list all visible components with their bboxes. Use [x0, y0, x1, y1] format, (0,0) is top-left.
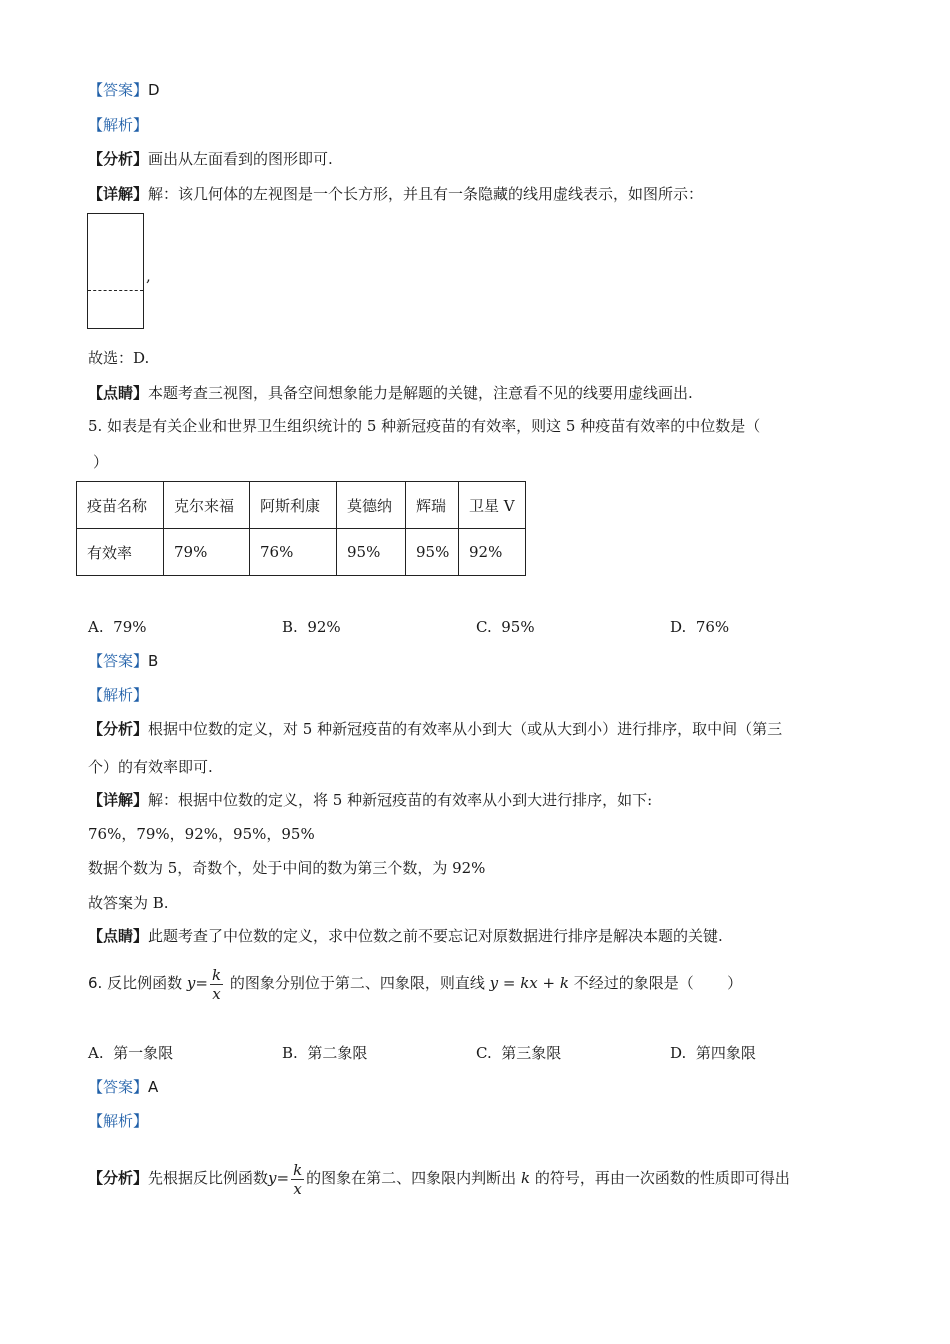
detail-text: 解：根据中位数的定义，将 5 种新冠疫苗的有效率从小到大进行排序，如下:: [148, 791, 653, 809]
dianjing-tag: 【点睛】: [88, 927, 149, 945]
table-cell: 莫德纳: [337, 482, 406, 529]
q5-option-b: B. 92%: [282, 618, 341, 636]
q6-stem-line: [88, 963, 742, 1003]
q4-fenxi-line: [88, 149, 333, 169]
q5-dianjing-line: [88, 926, 723, 946]
fenxi-suffix: 的符号，再由一次函数的性质即可得出: [534, 1169, 790, 1187]
q5-option-a: A. 79%: [88, 618, 147, 636]
dianjing-text: 本题考查三视图，具备空间想象能力是解题的关键，注意看不见的线要用虚线画出.: [148, 384, 693, 402]
answer-value: D: [148, 81, 160, 99]
q5-answer-line: [88, 651, 158, 671]
q5-sorted-values: 76%，79%，92%，95%，95%: [88, 825, 315, 843]
q6-analysis-line: [88, 1111, 148, 1131]
table-cell: 阿斯利康: [250, 482, 337, 529]
dianjing-tag: 【点睛】: [88, 384, 149, 402]
answer-tag: 【答案】: [88, 652, 149, 670]
q5-fenxi-line1: [88, 719, 782, 739]
table-cell: 辉瑞: [406, 482, 459, 529]
answer-value: A: [148, 1078, 159, 1096]
fraction-denominator: x: [212, 984, 221, 1003]
q6-option-b: B. 第二象限: [282, 1044, 368, 1062]
detail-text: 解：该几何体的左视图是一个长方形，并且有一条隐藏的线用虚线表示，如图所示：: [148, 185, 704, 203]
q6-eq-sign: =: [195, 974, 208, 992]
table-cell: 79%: [164, 529, 250, 576]
q6-line-expr: y = kx + k: [489, 974, 569, 992]
q6-stem-prefix: 6. 反比例函数: [88, 974, 183, 992]
vaccine-efficacy-table: [76, 481, 526, 576]
q6-option-c: C. 第三象限: [476, 1044, 562, 1062]
fenxi-mid: 的图象在第二、四象限内判断出: [306, 1169, 517, 1187]
q6-fraction: [210, 966, 223, 1003]
fenxi-text: 画出从左面看到的图形即可.: [148, 150, 333, 168]
figure-comma: ,: [146, 267, 151, 285]
table-row: [77, 482, 526, 529]
fenxi-tag: 【分析】: [88, 150, 149, 168]
q5-fenxi-line2: 个）的有效率即可.: [88, 758, 213, 776]
fenxi-text: 根据中位数的定义，对 5 种新冠疫苗的有效率从小到大（或从大到小）进行排序，取中间（第三: [148, 720, 783, 738]
q6-stem-end: ）: [727, 974, 743, 992]
fraction-numerator: k: [293, 1160, 303, 1179]
fenxi-prefix: 先根据反比例函数: [148, 1169, 269, 1187]
detail-tag: 【详解】: [88, 185, 149, 203]
q6-y-var: y: [186, 974, 196, 992]
q6-stem-suffix: 不经过的象限是（: [573, 974, 694, 992]
q6-option-a: A. 第一象限: [88, 1044, 174, 1062]
fenxi-tag: 【分析】: [88, 720, 149, 738]
fenxi-fraction: [291, 1161, 304, 1198]
table-cell: 疫苗名称: [77, 482, 164, 529]
q6-answer-line: [88, 1077, 158, 1097]
q6-fenxi-line: [88, 1158, 790, 1198]
q5-stem-line2: ）: [93, 453, 109, 471]
q6-option-d: D. 第四象限: [670, 1044, 756, 1062]
table-cell: 卫星 V: [459, 482, 526, 529]
q4-detail-line: [88, 184, 703, 204]
analysis-tag: 【解析】: [88, 1112, 149, 1130]
table-cell: 92%: [459, 529, 526, 576]
dianjing-text: 此题考查了中位数的定义，求中位数之前不要忘记对原数据进行排序是解决本题的关键.: [148, 927, 723, 945]
analysis-tag: 【解析】: [88, 686, 149, 704]
table-cell: 95%: [337, 529, 406, 576]
q5-analysis-line: [88, 685, 148, 705]
q5-detail-line: [88, 790, 652, 810]
answer-tag: 【答案】: [88, 81, 149, 99]
q4-analysis-line: [88, 115, 148, 135]
table-cell: 95%: [406, 529, 459, 576]
q5-count-line: 数据个数为 5，奇数个，处于中间的数为第三个数，为 92%: [88, 859, 486, 877]
fraction-numerator: k: [211, 965, 222, 984]
table-cell: 克尔来福: [164, 482, 250, 529]
hidden-dashed-line: [88, 290, 143, 291]
q5-option-c: C. 95%: [476, 618, 535, 636]
q6-stem-mid: 的图象分别位于第二、四象限，则直线: [229, 974, 485, 992]
table-cell: 有效率: [77, 529, 164, 576]
answer-tag: 【答案】: [88, 1078, 149, 1096]
fraction-denominator: x: [293, 1179, 302, 1198]
fenxi-k: k: [520, 1169, 531, 1187]
q4-choose-line: 故选：D.: [88, 349, 150, 367]
left-view-rectangle-figure: [87, 213, 144, 329]
q5-option-d: D. 76%: [670, 618, 730, 636]
answer-value: B: [148, 652, 159, 670]
fenxi-tag: 【分析】: [88, 1169, 149, 1187]
q4-answer-line: [88, 80, 160, 100]
table-row: [77, 529, 526, 576]
q4-dianjing-line: [88, 383, 693, 403]
table-cell: 76%: [250, 529, 337, 576]
q5-conclusion: 故答案为 B.: [88, 894, 169, 912]
detail-tag: 【详解】: [88, 791, 149, 809]
q5-stem-line1: 5. 如表是有关企业和世界卫生组织统计的 5 种新冠疫苗的有效率，则这 5 种疫苗有效率的中位数是（: [88, 417, 761, 435]
analysis-tag: 【解析】: [88, 116, 149, 134]
fenxi-y-eq: y=: [268, 1169, 290, 1187]
